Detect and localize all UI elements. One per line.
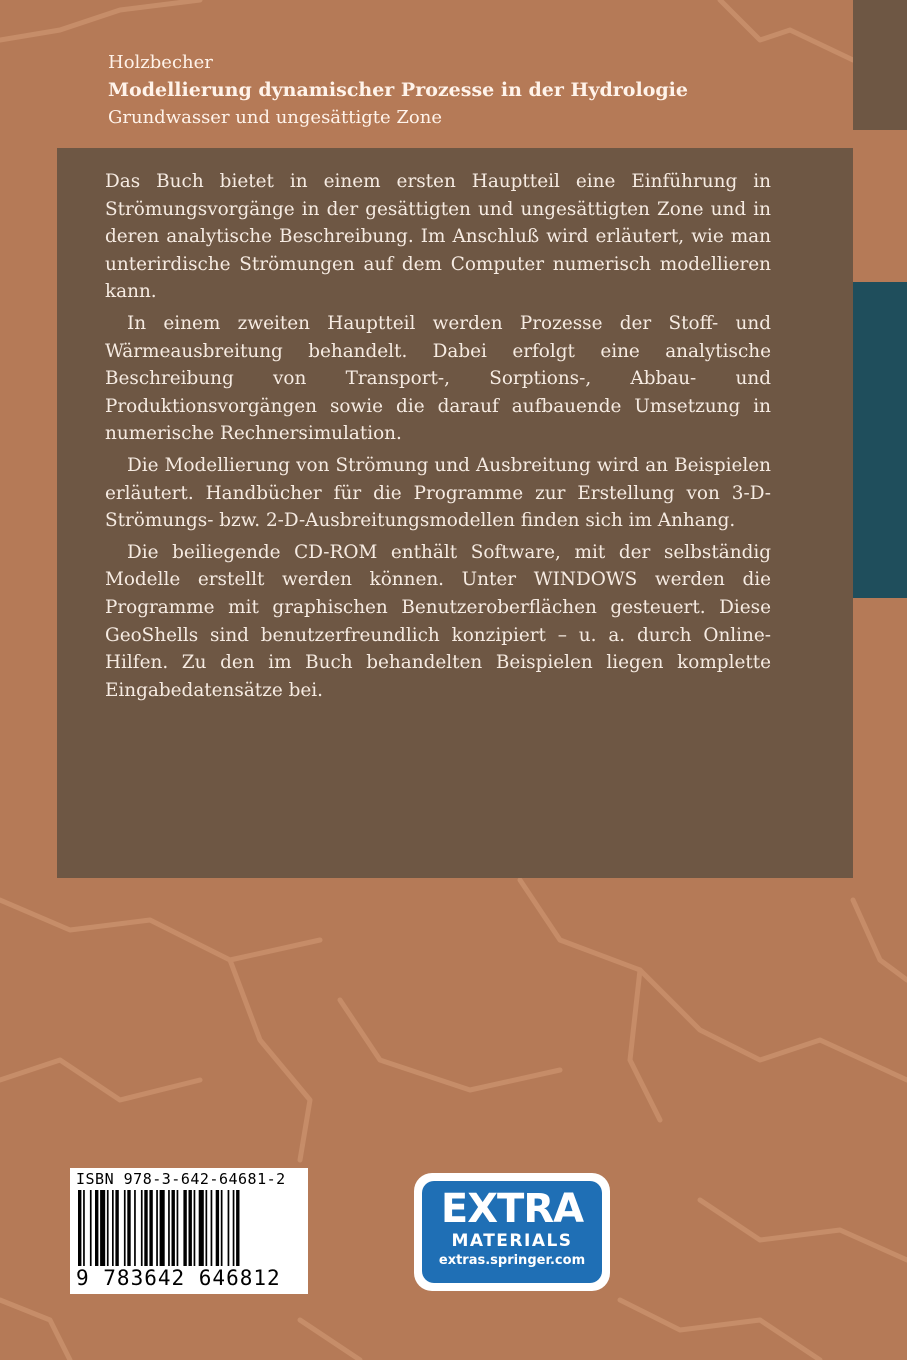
blurb-panel [57, 148, 853, 878]
blurb-text [105, 168, 771, 708]
blurb-paragraph: Die beiliegende CD-ROM enthält Software, mit der selbständig Modelle erstellt werden können. Unter WINDOWS werden die Programme mit graphischen Benutzeroberflächen gesteuert. Diese GeoShells sind benutzerfreundlich konzipiert – u. a. durch Online-Hilfen. Zu den im Buch behandelten Beispielen liegen komplette Eingabedatensätze bei. [105, 541, 771, 701]
barcode-digits: 9 783642 646812 [76, 1266, 281, 1290]
side-color-block-top [853, 0, 907, 130]
extra-materials-badge[interactable] [414, 1173, 610, 1291]
side-color-block-teal [853, 282, 907, 598]
cover-header [108, 50, 688, 132]
isbn-barcode [70, 1168, 308, 1294]
blurb-paragraph: Die Modellierung von Strömung und Ausbreitung wird an Beispielen erläutert. Handbücher für die Programme zur Erstellung von 3-D-Strömungs- bzw. 2-D-Ausbreitungsmodellen finden sich im Anhang. [105, 454, 771, 532]
isbn-label: ISBN 978-3-642-64681-2 [76, 1170, 286, 1188]
badge-url-text: extras.springer.com [438, 1253, 586, 1268]
book-subtitle: Grundwasser und ungesättigte Zone [108, 107, 442, 128]
extra-materials-badge-inner [422, 1181, 602, 1283]
blurb-paragraph: Das Buch bietet in einem ersten Hauptteil eine Einführung in Strömungsvorgänge in der gesättigten und ungesättigten Zone und in deren analytische Beschreibung. Im Anschluß wird erläutert, wie man unterirdische Strömungen auf dem Computer numerisch modellieren kann. [105, 171, 771, 303]
author-name: Holzbecher [108, 52, 213, 73]
badge-materials-text: MATERIALS [451, 1231, 573, 1251]
blurb-paragraph: In einem zweiten Hauptteil werden Prozesse der Stoff- und Wärmeausbreitung behandelt. Dabei erfolgt eine analytische Beschreibung von Transport-, Sorptions-, Abbau- und Produktionsvorgängen sowie die darauf aufbauende Umsetzung in numerische Rechnersimulation. [105, 312, 771, 445]
book-title: Modellierung dynamischer Prozesse in der Hydrologie [108, 79, 688, 101]
badge-extra-text: EXTRA [440, 1186, 584, 1232]
